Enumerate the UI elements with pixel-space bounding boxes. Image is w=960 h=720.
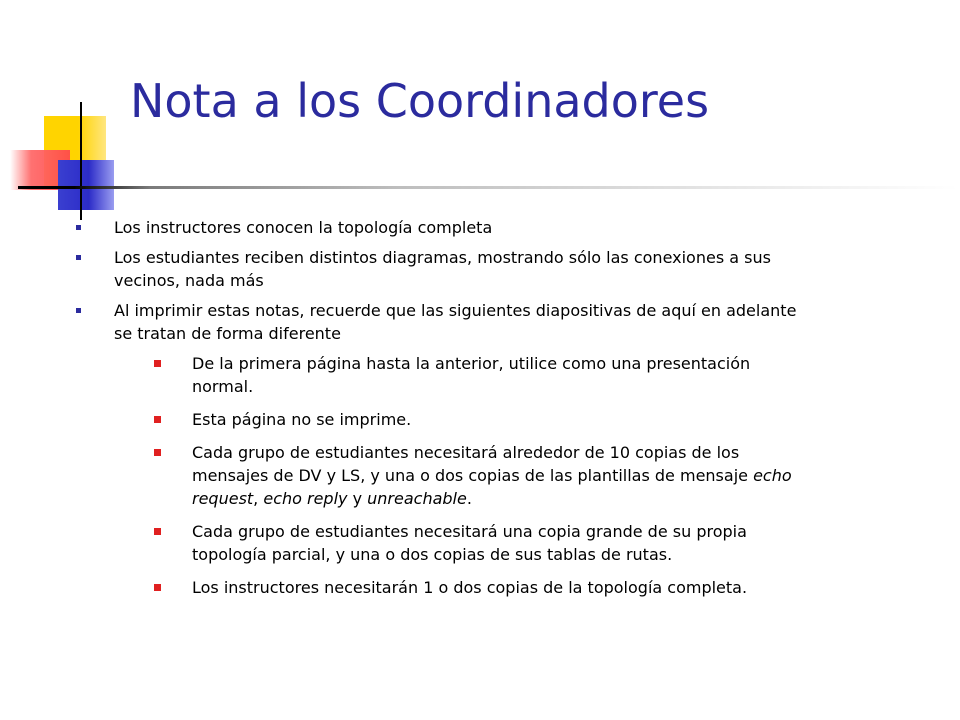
italic-term-unreachable: unreachable (367, 489, 467, 508)
text-run: . (466, 489, 472, 508)
bullet-text: Los instructores conocen la topología completa (114, 218, 493, 237)
text-run: Cada grupo de estudiantes necesitará alrededor de 10 copias de los mensajes de DV y LS, y una o dos copias de las plantillas de mensaje (192, 443, 754, 485)
sub-bullet-text: Esta página no se imprime. (192, 410, 412, 429)
sub-bullet-list (154, 352, 816, 599)
sub-bullet-text: Los instructores necesitarán 1 o dos copias de la topología completa. (192, 578, 748, 597)
sub-bullet-item (154, 408, 816, 431)
sub-bullet-item (154, 520, 816, 566)
sub-bullet-text: De la primera página hasta la anterior, utilice como una presentación normal. (192, 354, 751, 396)
text-run: y (347, 489, 368, 508)
text-run: , (253, 489, 264, 508)
slide-body (76, 216, 816, 609)
bullet-item (76, 299, 816, 599)
italic-term-echo-request: echo request (192, 466, 792, 508)
sub-bullet-item (154, 352, 816, 398)
red-square-bullet-icon (154, 416, 161, 423)
bullet-text: Los estudiantes reciben distintos diagramas, mostrando sólo las conexiones a sus vecinos, nada más (114, 248, 771, 290)
red-square-bullet-icon (154, 449, 161, 456)
slide-title: Nota a los Coordinadores (130, 74, 710, 128)
red-square-bullet-icon (154, 584, 161, 591)
sub-bullet-item (154, 576, 816, 599)
square-bullet-icon (76, 225, 81, 230)
red-square-bullet-icon (154, 528, 161, 535)
bullet-text: Al imprimir estas notas, recuerde que las siguientes diapositivas de aquí en adelante se tratan de forma diferente (114, 301, 797, 343)
sub-bullet-text (192, 443, 792, 508)
bullet-item (76, 246, 816, 292)
italic-term-echo-reply: echo reply (263, 489, 348, 508)
sub-bullet-text: Cada grupo de estudiantes necesitará una copia grande de su propia topología parcial, y una o dos copias de sus tablas de rutas. (192, 522, 747, 564)
decorative-vertical-line (80, 102, 82, 220)
sub-bullet-item (154, 441, 816, 510)
decorative-blue-square (58, 160, 114, 210)
bullet-item (76, 216, 816, 239)
bullet-list (76, 216, 816, 599)
red-square-bullet-icon (154, 360, 161, 367)
square-bullet-icon (76, 255, 81, 260)
square-bullet-icon (76, 308, 81, 313)
title-underline (18, 186, 958, 189)
